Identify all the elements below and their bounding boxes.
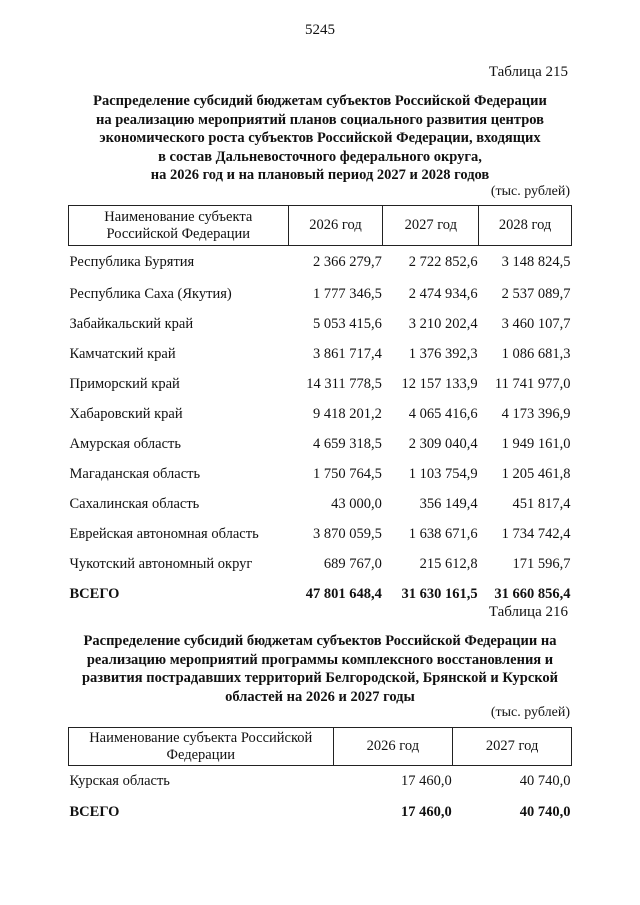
subject-name: Амурская область [69,436,181,452]
table-215-title [60,92,580,185]
value-2028: 3 148 824,5 [501,254,571,271]
title-line: в состав Дальневосточного федерального округа, [158,148,482,165]
value-2026: 14 311 778,5 [306,376,382,392]
table-216-units: (тыс. рублей) [490,705,570,720]
header-2027: 2027 год [453,728,572,766]
value-2026: 17 460,0 [400,773,452,790]
header-2026: 2026 год [333,728,453,766]
value-2026: 1 777 346,5 [313,286,382,302]
value-2026: 9 418 201,2 [313,406,382,422]
header-subject-name [69,728,334,766]
value-2027: 31 630 161,5 [401,586,478,602]
value-2027: 2 722 852,6 [408,254,478,271]
value-2026: 4 659 318,5 [313,436,382,452]
header-subject-name [69,206,289,246]
value-2026: 689 767,0 [323,556,382,572]
subject-name: Курская область [69,773,170,790]
title-line: областей на 2026 и 2027 годы [225,688,415,705]
value-2027: 12 157 133,9 [401,376,478,392]
total-row [69,798,572,828]
value-2027: 3 210 202,4 [408,316,478,332]
value-2027: 40 740,0 [519,773,571,790]
value-2027: 2 309 040,4 [408,436,478,452]
value-2027: 215 612,8 [419,556,478,572]
subject-name: Камчатский край [69,346,176,362]
subject-name: Республика Саха (Якутия) [69,286,232,302]
value-2026: 5 053 415,6 [313,316,382,332]
value-2028: 1 949 161,0 [501,436,571,452]
value-2027: 40 740,0 [519,804,571,820]
value-2026: 17 460,0 [400,804,452,820]
total-label: ВСЕГО [69,586,120,602]
value-2026: 47 801 648,4 [305,586,382,602]
subject-name: Хабаровский край [69,406,183,422]
title-line: на реализацию мероприятий планов социального развития центров [95,111,544,128]
table-header-row [69,728,572,766]
value-2027: 2 474 934,6 [408,286,478,302]
value-2028: 1 086 681,3 [501,346,571,362]
header-2026: 2026 год [288,206,383,246]
table-216-title [60,632,580,706]
table-215-label: Таблица 215 [488,64,568,80]
table-row [69,490,572,520]
header-line: Наименование субъекта Российской [89,729,313,746]
header-line: Наименование субъекта [104,208,253,225]
table-row [69,340,572,370]
value-2027: 4 065 416,6 [408,406,478,422]
value-2028: 2 537 089,7 [501,286,571,302]
title-line: экономического роста субъектов Российской Федерации, входящих [99,130,541,146]
subject-name: Республика Бурятия [69,254,195,271]
title-line: реализацию мероприятий программы комплексного восстановления и [86,651,554,668]
table-row [69,430,572,460]
table-216-label: Таблица 216 [488,604,568,620]
table-row [69,460,572,490]
value-2028: 11 741 977,0 [494,376,571,392]
header-2028: 2028 год [479,206,572,246]
table-row [69,766,572,798]
total-label: ВСЕГО [69,804,120,820]
title-line: Распределение субсидий бюджетам субъектов Российской Федерации [93,93,547,109]
subject-name: Еврейская автономная область [69,526,259,542]
value-2027: 1 103 754,9 [408,466,478,482]
value-2026: 3 870 059,5 [313,526,382,542]
subject-name: Магаданская область [69,466,201,482]
page-number: 5245 [305,22,335,38]
value-2028: 171 596,7 [512,556,571,572]
value-2027: 1 376 392,3 [408,346,478,362]
table-row [69,520,572,550]
subject-name: Забайкальский край [69,316,194,332]
table-row [69,246,572,280]
value-2028: 1 734 742,4 [501,526,571,542]
value-2028: 451 817,4 [512,496,571,512]
table-215 [68,205,572,610]
table-row [69,400,572,430]
header-2027: 2027 год [383,206,479,246]
value-2026: 43 000,0 [331,496,382,512]
table-row [69,280,572,310]
value-2028: 1 205 461,8 [501,466,571,482]
value-2026: 1 750 764,5 [313,466,382,482]
header-line: Федерации [166,746,235,763]
table-216 [68,727,572,828]
value-2027: 356 149,4 [419,496,478,512]
title-line: развития пострадавших территорий Белгородской, Брянской и Курской [81,670,559,686]
title-line: Распределение субсидий бюджетам субъектов Российской Федерации на [83,633,557,649]
subject-name: Приморский край [69,376,180,392]
table-header-row [69,206,572,246]
title-line: на 2026 год и на плановый период 2027 и 2028 годов [150,167,490,183]
subject-name: Сахалинская область [69,496,200,512]
value-2028: 4 173 396,9 [501,406,571,422]
value-2026: 2 366 279,7 [313,254,382,271]
value-2026: 3 861 717,4 [313,346,382,362]
table-row [69,370,572,400]
table-row [69,310,572,340]
value-2027: 1 638 671,6 [408,526,478,542]
header-line: Российской Федерации [106,225,251,242]
table-215-units: (тыс. рублей) [490,184,570,199]
value-2028: 31 660 856,4 [494,586,571,602]
table-row [69,550,572,580]
subject-name: Чукотский автономный округ [69,556,253,572]
value-2028: 3 460 107,7 [501,316,571,332]
